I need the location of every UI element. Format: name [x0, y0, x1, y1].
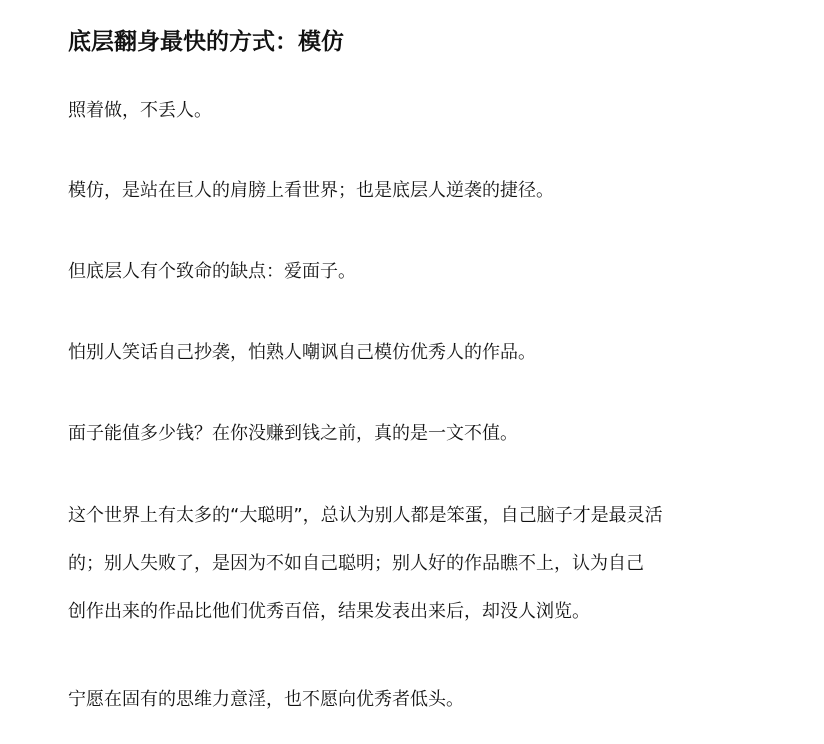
article-title: 底层翻身最快的方式：模仿 [68, 29, 344, 55]
paragraph: 面子能值多少钱？在你没赚到钱之前，真的是一文不值。 [68, 423, 518, 444]
paragraph: 模仿，是站在巨人的肩膀上看世界；也是底层人逆袭的捷径。 [68, 180, 554, 201]
paragraph: 怕别人笑话自己抄袭，怕熟人嘲讽自己模仿优秀人的作品。 [68, 342, 536, 363]
long-paragraph [68, 502, 663, 646]
paragraph: 但底层人有个致命的缺点：爱面子。 [68, 261, 356, 282]
paragraph: 照着做，不丢人。 [68, 100, 212, 121]
paragraph-line: 的；别人失败了，是因为不如自己聪明；别人好的作品瞧不上，认为自己 [68, 553, 644, 574]
paragraph-line: 创作出来的作品比他们优秀百倍，结果发表出来后，却没人浏览。 [68, 601, 590, 622]
paragraph-line: 这个世界上有太多的“大聪明”，总认为别人都是笨蛋，自己脑子才是最灵活 [68, 505, 663, 526]
paragraph: 宁愿在固有的思维力意淫，也不愿向优秀者低头。 [68, 689, 464, 710]
